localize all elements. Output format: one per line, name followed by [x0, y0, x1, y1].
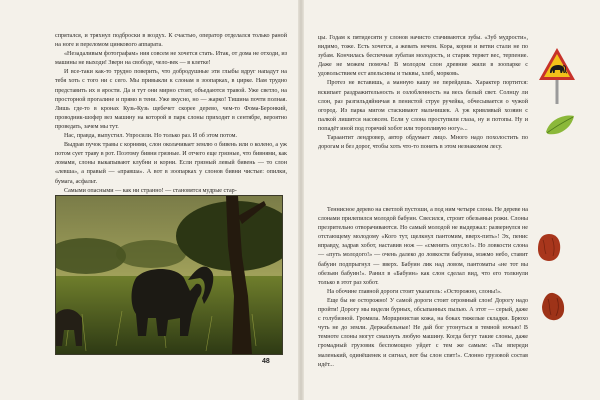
red-fruit-icon: [536, 232, 562, 262]
right-paragraph-4: Теннисное дерево на светлой пустоши, а под ним четыре слона. Не дереве на слонами прилепился молодой бабуин. Свесился, строит обезьяньи рожи. Слоны презрительно отворачиваются. Но самый молодой не выдержал: развернулся не отстающему молодому «Кого тут, щелкнул пантомим, вверх-пить»! Эх, пенис вправду, задрав хобот, наставив нож — «сменить опусло!». Но ловкости слона — «путь молодого!» — очень далеко до ловкости бабуина, мэжмо небо, ставит бабуин подпрыгнул — вверх. Бабуин лик над ловом, пантоматы «не тот вы обезьян бабуин!». Ранил в «Бабуин» как слон сделал вид, что его толкнули только в этот раз хобот.: [318, 207, 528, 286]
left-paragraph-2: «Незадаливым фотографам» ния совсем не хочется стать. Итак, от дома не отходи, из машины не выходи! Зверн на свободе, чело-век — в клетке!: [55, 51, 287, 67]
left-page-text: [55, 32, 287, 196]
page-number: 48: [262, 358, 270, 365]
right-paragraph-1: цы. Годам к пятидесяти у слонов начисто стачиваются зубы. «Зуб мудрости», видимо, тоже. Есть хочется, а жевать нечем. Кора, корни и ветви стали не по зубам. Кончилась беспечная зубатая молодость, и старик теряет вес, терпение. Даже не можем помочь! В молодом слон древние жили в зоопарке с удовольствием ест апельсины и тыквы, хлеб, морковь.: [318, 35, 528, 78]
green-leaf-icon: [544, 112, 576, 138]
left-paragraph-1: спрятался, и тряхнул подброски в воздух. К счастью, оператор отделался только раной на ноге и переломом цинкового аппарата.: [55, 33, 287, 49]
elephant-warning-sign-icon: [537, 46, 577, 104]
left-paragraph-6: Самыми опасными — как ни странно! — становятся мудрые стар-: [64, 187, 237, 194]
right-paragraph-3: Тараантит лендровер, автор обдумает лицо. Много надо похолостить по дорогам и без дорог, чтобы хоть что-то понять в этом незнакомом лесу.: [318, 135, 528, 151]
right-page-text-top: [318, 34, 528, 152]
book-gutter: [298, 0, 304, 400]
left-paragraph-4: Нас, правда, выпустил. Упросили. Но только раз. И об этом потом.: [64, 133, 238, 140]
right-page-text-lower: [318, 206, 528, 370]
right-paragraph-2: Протез не вставишь, а манную кашу не перейдешь. Характер портится: вскипает раздражительность и озлобленность на весь белый свет. Солнцу ли слон, раз разгильдяйничая в пенистой струе ручейка, обчесывается о чужой огород. Из парка мигом стаскивают мальчишек. А уж кривлявый хозяин с палкой лишится насовсем. Если у слона проступили глаза, ну и потопы. Ну и попадёт иной под горячий хобот или торопливую ногу»...: [318, 80, 528, 132]
red-fruit-icon: [540, 292, 566, 322]
elephant-photo: [55, 195, 283, 355]
right-paragraph-5: На обочине главной дороги стоит указатель: «Осторожно, слоны!».: [327, 288, 502, 295]
right-paragraph-6: Еще бы не осторожно! У самой дороги стоит огромный слон! Дорогу надо пройти! Дорогу мы видели бурных, обсыпанных пылью. А этот — серый, даже с голубизной. Громила. Морщинистая кожа, на боках тяжелые складки. Брюхо чуть не до земли. Держабельные! Не дай бог утонуться в темной ночью! В темноте слоны могут смахнуть любую машину. Когда бегут такие слоны, даже громадный грузовик беспомощно уйдет с тем же самым: «Ты впереди маленький, одинёшенек и сигнал, вот бы слон спят!». Слонно грузовой состав идёт...: [318, 297, 528, 368]
left-paragraph-5: Выдрав пучок травы с корнями, слон околачивает землю о бивень или о колено, а уж потом сует траву в рот. Поэтому бивни грязные. И отчего еще грязные, что бивнями, как ломами, слоны выкапывают клубни и корни. Если грязный левый бивень — то слон «левша», а правый — «правша». А вот в зоопарках у слонов бивни чистые: опилки, бумага, асфальт.: [55, 142, 287, 185]
left-paragraph-3: И все-таки как-то трудно поверить, что добродушные эти глыбы вдруг нападут на тебя хоть с того ни с сего. Мы привыкли к слонам в зоопарках, в цирке. Нам трудно представить их в ярости. Да и тут они мирно стоят, объедаются травой. Уже светло, на просторной прогалине и прямо в тени. Уже вкусно, но — жарко! Тишина почти полная. Лишь где-то в кронах Кузь-Кузь щебечет скорее дерево, чем-то Фома-Беронкий, проводник-шофер вез машину на которой в парк слоны приходят в сентябре, вероятно проведать, зачем мы тут.: [55, 69, 287, 130]
